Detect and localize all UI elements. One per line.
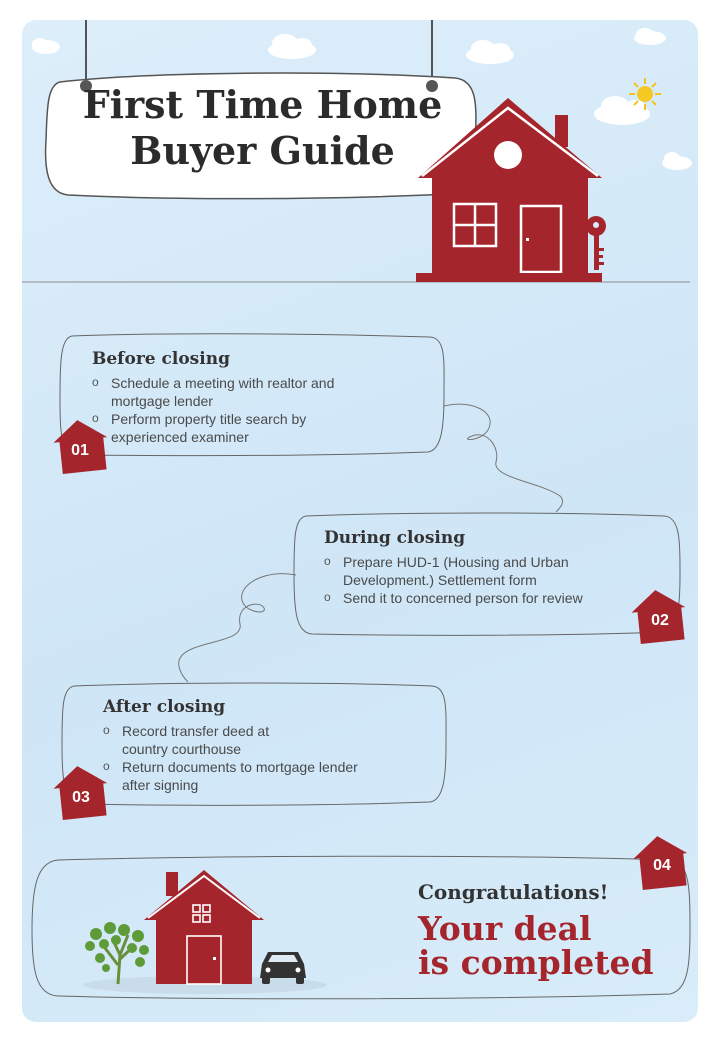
step-number: 04 xyxy=(653,857,671,874)
step-badge-3 xyxy=(51,763,110,820)
connector-path xyxy=(179,574,296,682)
congrats-text: Congratulations! xyxy=(418,880,609,904)
key-icon xyxy=(586,216,606,270)
step-3-content xyxy=(103,697,403,794)
cloud-icon xyxy=(268,34,316,59)
list-item: o Return documents to mortgage lender after signing xyxy=(103,758,377,794)
cloud-icon xyxy=(662,152,692,170)
step-number: 01 xyxy=(71,442,89,459)
cloud-icon xyxy=(466,40,514,64)
step-1-content xyxy=(92,349,392,446)
step-title: During closing xyxy=(324,528,466,548)
step-items xyxy=(324,553,644,607)
page-title xyxy=(50,82,475,174)
step-2-content xyxy=(324,528,644,607)
title-line-1: First Time Home xyxy=(82,82,443,127)
tree-icon xyxy=(85,922,149,984)
list-item: o Prepare HUD-1 (Housing and Urban Development.) Settlement form xyxy=(324,553,583,589)
house-icon xyxy=(144,870,264,984)
deal-line-2: is completed xyxy=(418,943,654,982)
cloud-icon xyxy=(32,38,60,54)
list-item: o Schedule a meeting with realtor and mortgage lender xyxy=(92,374,351,410)
deal-line-1: Your deal xyxy=(418,909,592,948)
cloud-icon xyxy=(634,28,666,45)
connector-path xyxy=(444,404,563,512)
step-title: After closing xyxy=(103,697,226,717)
step-number: 02 xyxy=(651,612,669,629)
list-item: o Record transfer deed at country courthouse xyxy=(103,722,282,758)
list-item: o Perform property title search by experienced examiner xyxy=(92,410,341,446)
list-item: o Send it to concerned person for review xyxy=(324,589,643,607)
step-title: Before closing xyxy=(92,349,230,369)
step-items xyxy=(103,722,403,794)
title-line-2: Buyer Guide xyxy=(130,128,395,173)
final-message xyxy=(418,880,678,980)
step-number: 03 xyxy=(72,789,90,806)
step-items xyxy=(92,374,392,446)
